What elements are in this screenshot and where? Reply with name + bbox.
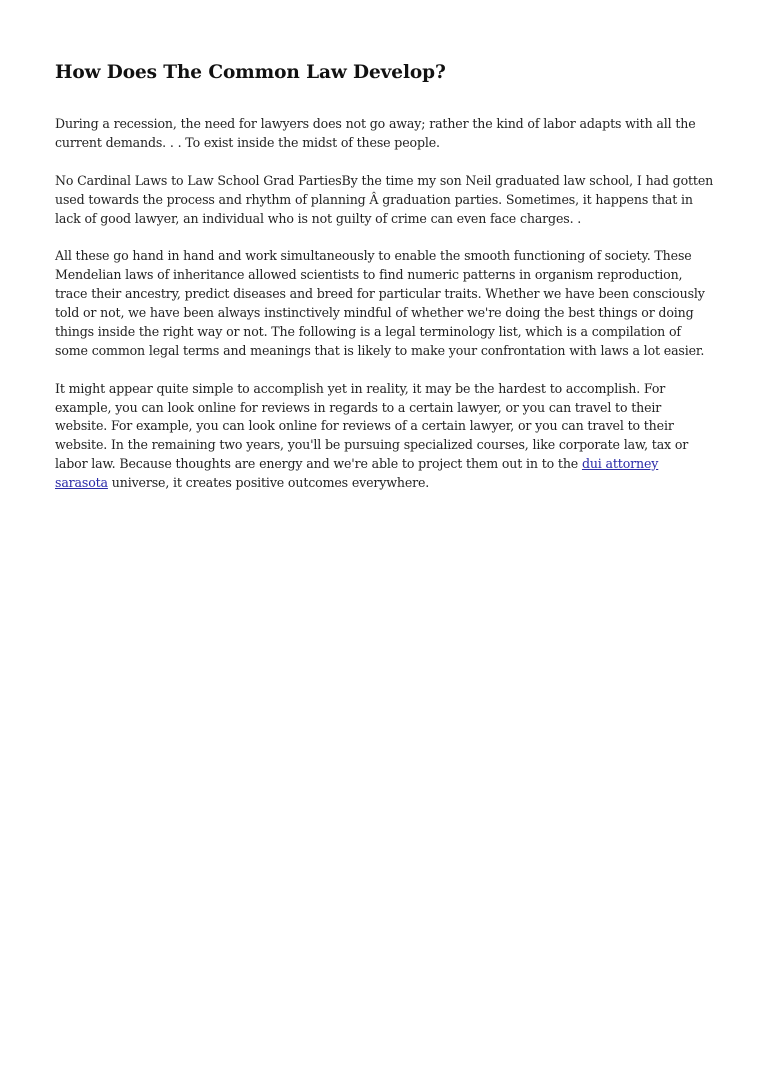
paragraph-mendelian-laws: All these go hand in hand and work simultaneously to enable the smooth functioning of society. These Mendelian laws of inheritance allowed scientists to find numeric patterns in organism reproduction, trace their ancestry, predict diseases and breed for particular traits. Whether we have been consciously told or not, we have been always instinctively mindful of whether we're doing the best things or doing things inside the right way or not. The following is a legal terminology list, which is a compilation of some common legal terms and meanings that is likely to make your confrontation with laws a lot easier. — [55, 248, 705, 358]
paragraph-recession: During a recession, the need for lawyers does not go away; rather the kind of labor adapts with all the current demands. . . To exist inside the midst of these people. — [55, 116, 696, 150]
dui-attorney-link[interactable]: dui attorney sarasota — [55, 456, 659, 491]
paragraph-reviews-tail: universe, it creates positive outcomes everywhere. — [107, 475, 430, 491]
paragraph-grad-parties: No Cardinal Laws to Law School Grad PartiesBy the time my son Neil graduated law school, I had gotten used towards the process and rhythm of planning Â graduation parties. Sometimes, it happens that in lack of good lawyer, an individual who is not guilty of crime can even face charges. . — [55, 172, 714, 226]
page-title: How Does The Common Law Develop? — [55, 62, 446, 83]
paragraph-reviews — [55, 380, 715, 493]
paragraph-reviews-text: It might appear quite simple to accomplish yet in reality, it may be the hardest to accomplish. For example, you can look online for reviews in regards to a certain lawyer, or you can travel to their website. For example, you can look online for reviews of a certain lawyer, or you can travel to their website. In the remaining two years, you'll be pursuing specialized courses, like corporate law, tax or labor law. Because thoughts are energy and we're able to project them out in to the — [55, 380, 689, 472]
document-page — [55, 58, 715, 512]
